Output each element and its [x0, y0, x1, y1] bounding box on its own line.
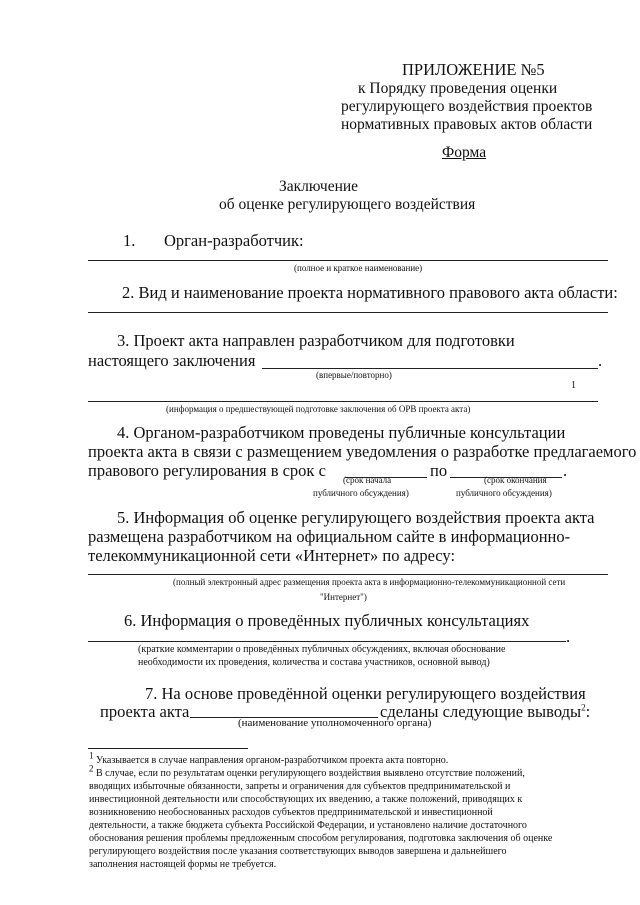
footnote-2-text-1: В случае, если по результатам оценки регулирующего воздействия выявлено отсутствие положений,	[96, 768, 525, 779]
item-6-period: .	[566, 627, 571, 646]
footnote-2-line-8: заполнения настоящей формы не требуется.	[89, 859, 277, 870]
item-4-caption-start-1: (срок начала	[343, 475, 392, 485]
item-3-fill-line-2	[88, 401, 598, 402]
appendix-line-1: к Порядку проведения оценки	[358, 80, 558, 97]
item-4-caption-start-2: публичного обсуждения)	[313, 488, 409, 498]
footnote-2-line-2: вводящих избыточные обязанности, запреты и ограничения для субъектов предпринимательской и	[89, 781, 511, 792]
item-5-fill-line	[88, 574, 608, 575]
footnote-2-line-1	[89, 763, 525, 780]
footnote-2-line-4: возникновению необоснованных расходов субъектов предпринимательской и инвестиционной	[89, 807, 493, 818]
footnote-2-number: 2	[89, 763, 94, 774]
footnote-2-line-7: регулирующего воздействия после указания соответствующих выводов завершена и дальнейшего	[89, 846, 507, 857]
item-5-caption-1: (полный электронный адрес размещения проекта акта в информационно-телекоммуникационной сети	[173, 577, 566, 587]
footnote-1	[89, 750, 449, 767]
item-4-caption-end-2: публичного обсуждения)	[456, 488, 552, 498]
item-6-line-1: 6. Информация о проведённых публичных консультациях	[124, 611, 530, 630]
item-2-label: 2. Вид и наименование проекта нормативного правового акта области:	[122, 283, 618, 302]
item-3-caption-1: (впервые/повторно)	[316, 370, 392, 380]
item-3-fill-line	[262, 368, 598, 369]
item-4-period: .	[563, 461, 568, 480]
item-4-line-3: правового регулирования в срок с	[88, 461, 326, 480]
footnote-2-line-6: обоснования решения проблемы предложенным способом регулирования, подготовка заключения об оценке	[89, 833, 553, 844]
item-3-line-1: 3. Проект акта направлен разработчиком для подготовки	[117, 331, 515, 350]
item-3-caption-2: (информация о предшествующей подготовке заключения об ОРВ проекта акта)	[166, 404, 471, 414]
item-6-caption-2: необходимости их проведения, количества и состава участников, основной вывод)	[138, 657, 490, 668]
item-7-conclusions-text: сделаны следующие выводы	[380, 702, 582, 721]
document-subtitle: об оценке регулирующего воздействия	[219, 196, 476, 213]
footnote-ref-2: 2	[581, 702, 586, 713]
item-1-label: Орган-разработчик:	[164, 231, 304, 250]
footnote-2-line-3: инвестиционной деятельности или способствующих их введению, а также положений, приводящих к	[89, 794, 523, 805]
item-1-caption: (полное и краткое наименование)	[294, 263, 423, 273]
document-title: Заключение	[279, 178, 359, 195]
item-4-line-2: проекта акта в связи с размещением уведомления о разработке предлагаемого	[88, 442, 637, 461]
appendix-line-2: регулирующего воздействия проектов	[341, 98, 593, 115]
item-7-caption: (наименование уполномоченного органа)	[238, 717, 432, 729]
appendix-title: ПРИЛОЖЕНИЕ №5	[402, 60, 545, 79]
item-5-line-2: размещена разработчиком на официальном сайте в информационно-	[88, 527, 571, 546]
item-7-line-1: 7. На основе проведённой оценки регулирующего воздействия	[145, 684, 586, 703]
item-4-line-1: 4. Органом-разработчиком проведены публичные консультации	[117, 423, 566, 442]
item-6-caption-1: (краткие комментарии о проведённых публичных обсуждениях, включая обоснование	[138, 644, 506, 655]
item-4-by-label: по	[430, 461, 448, 480]
form-label: Форма	[442, 144, 487, 161]
item-5-caption-2: "Интернет")	[320, 592, 367, 602]
item-1-number: 1.	[123, 231, 136, 250]
item-3-line-2: настоящего заключения	[88, 351, 256, 370]
item-1-fill-line	[88, 260, 608, 261]
item-3-period: .	[598, 351, 603, 370]
footnote-separator	[88, 748, 248, 749]
item-6-fill-line	[88, 641, 566, 642]
footnote-1-number: 1	[89, 750, 94, 761]
footnote-2-line-5: деятельности, а также бюджета субъекта Российской Федерации, и установлено наличие достаточного	[89, 820, 527, 831]
footnote-1-text: Указывается в случае направления органом-разработчиком проекта акта повторно.	[96, 755, 449, 766]
item-7-colon: :	[585, 702, 591, 721]
item-4-caption-end-1: (срок окончания	[484, 475, 547, 485]
item-2-fill-line	[88, 312, 608, 313]
item-5-line-3: телекоммуникационной сети «Интернет» по адресу:	[88, 546, 456, 565]
item-5-line-1: 5. Информация об оценке регулирующего воздействия проекта акта	[117, 508, 595, 527]
item-7-line-2a: проекта акта	[100, 702, 190, 721]
footnote-ref-1: 1	[571, 380, 576, 391]
appendix-line-3: нормативных правовых актов области	[341, 116, 593, 133]
